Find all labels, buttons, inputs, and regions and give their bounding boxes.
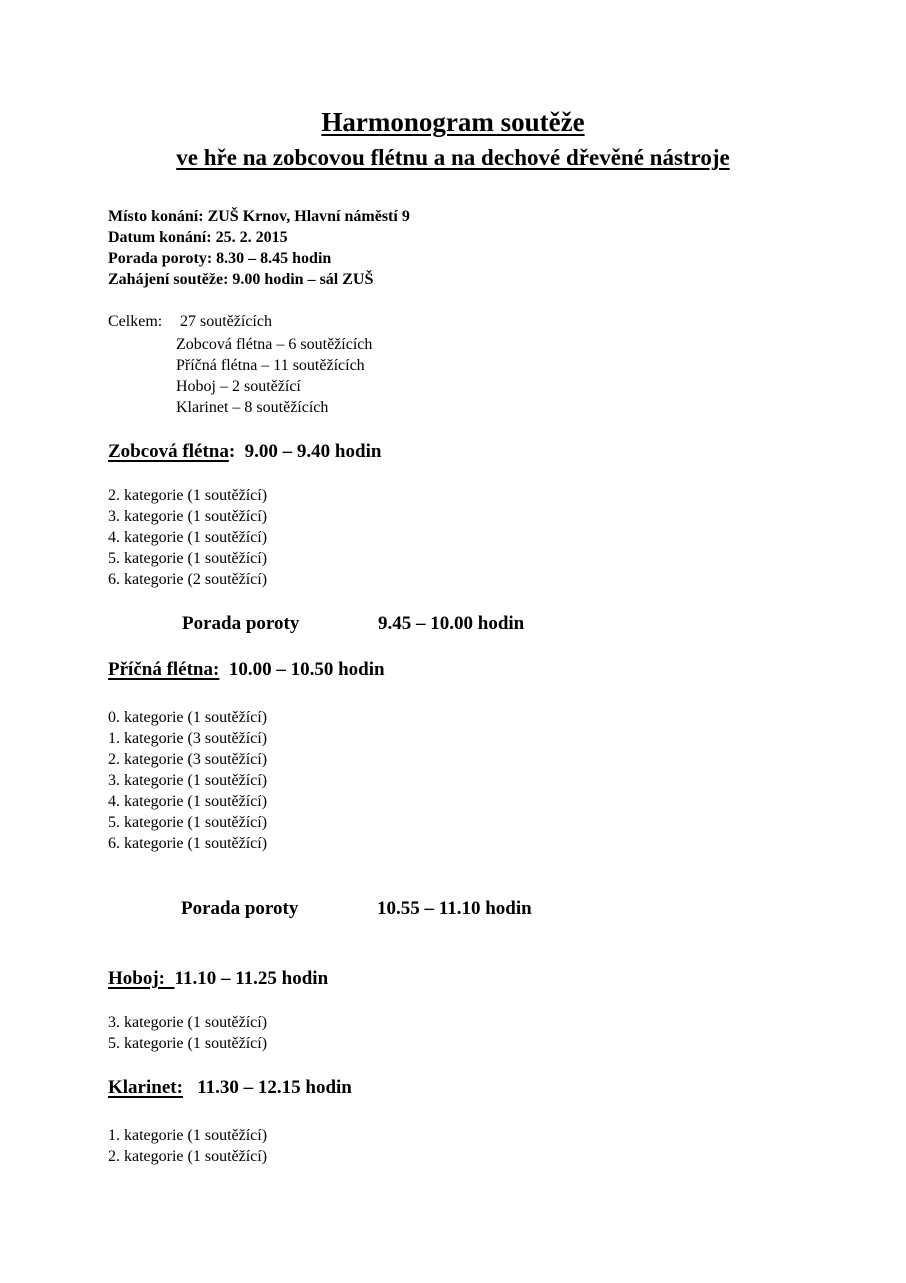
list-item: 6. kategorie (1 soutěžící) bbox=[108, 835, 268, 852]
list-item: 5. kategorie (1 soutěžící) bbox=[108, 550, 268, 567]
date-line: Datum konání: 25. 2. 2015 bbox=[108, 229, 288, 246]
document-title: Harmonogram soutěže bbox=[321, 107, 585, 137]
list-item: 6. kategorie (2 soutěžící) bbox=[108, 571, 268, 588]
list-item: 1. kategorie (1 soutěžící) bbox=[108, 1127, 268, 1144]
totals-count: 27 soutěžících bbox=[180, 313, 272, 330]
section-name: Hoboj: bbox=[108, 968, 175, 989]
section-time: 10.00 – 10.50 hodin bbox=[219, 659, 385, 680]
category-list-oboe bbox=[108, 1012, 267, 1054]
list-item: 4. kategorie (1 soutěžící) bbox=[108, 793, 268, 810]
list-item: 3. kategorie (1 soutěžící) bbox=[108, 508, 268, 525]
section-name: Klarinet: bbox=[108, 1077, 183, 1098]
totals-item: Hoboj – 2 soutěžící bbox=[176, 378, 301, 395]
totals-item: Klarinet – 8 soutěžících bbox=[176, 399, 329, 416]
list-item: 5. kategorie (1 soutěžící) bbox=[108, 814, 268, 831]
jury-break-label: Porada poroty bbox=[181, 898, 299, 919]
list-item: 2. kategorie (3 soutěžící) bbox=[108, 751, 268, 768]
venue-line: Místo konání: ZUŠ Krnov, Hlavní náměstí 9 bbox=[108, 208, 410, 225]
jury-meeting-line: Porada poroty: 8.30 – 8.45 hodin bbox=[108, 250, 332, 267]
category-list-recorder bbox=[108, 485, 267, 590]
opening-line: Zahájení soutěže: 9.00 hodin – sál ZUŠ bbox=[108, 271, 374, 288]
totals-label: Celkem: bbox=[108, 313, 163, 330]
list-item: 1. kategorie (3 soutěžící) bbox=[108, 730, 268, 747]
section-heading-oboe bbox=[108, 968, 328, 990]
category-list-clarinet bbox=[108, 1125, 267, 1167]
section-time: 11.30 – 12.15 hodin bbox=[182, 1077, 352, 1098]
list-item: 3. kategorie (1 soutěžící) bbox=[108, 772, 268, 789]
list-item: 0. kategorie (1 soutěžící) bbox=[108, 709, 268, 726]
totals-breakdown bbox=[176, 334, 372, 418]
section-name: Zobcová flétna bbox=[108, 441, 229, 462]
list-item: 4. kategorie (1 soutěžící) bbox=[108, 529, 268, 546]
section-heading-clarinet bbox=[108, 1077, 352, 1099]
section-name: Příčná flétna: bbox=[108, 659, 220, 680]
list-item: 2. kategorie (1 soutěžící) bbox=[108, 1148, 268, 1165]
totals-item: Příčná flétna – 11 soutěžících bbox=[176, 357, 365, 374]
section-heading-recorder bbox=[108, 441, 381, 463]
jury-break-time: 9.45 – 10.00 hodin bbox=[378, 613, 525, 634]
section-time: 11.10 – 11.25 hodin bbox=[174, 968, 329, 989]
list-item: 2. kategorie (1 soutěžící) bbox=[108, 487, 268, 504]
section-time: : 9.00 – 9.40 hodin bbox=[228, 441, 382, 462]
category-list-flute bbox=[108, 707, 267, 854]
list-item: 3. kategorie (1 soutěžící) bbox=[108, 1014, 268, 1031]
section-heading-flute bbox=[108, 659, 385, 681]
document-subtitle: ve hře na zobcovou flétnu a na dechové dřevěné nástroje bbox=[176, 145, 730, 170]
totals-item: Zobcová flétna – 6 soutěžících bbox=[176, 336, 373, 353]
jury-break-time: 10.55 – 11.10 hodin bbox=[377, 898, 532, 919]
jury-break-label: Porada poroty bbox=[182, 613, 300, 634]
list-item: 5. kategorie (1 soutěžící) bbox=[108, 1035, 268, 1052]
